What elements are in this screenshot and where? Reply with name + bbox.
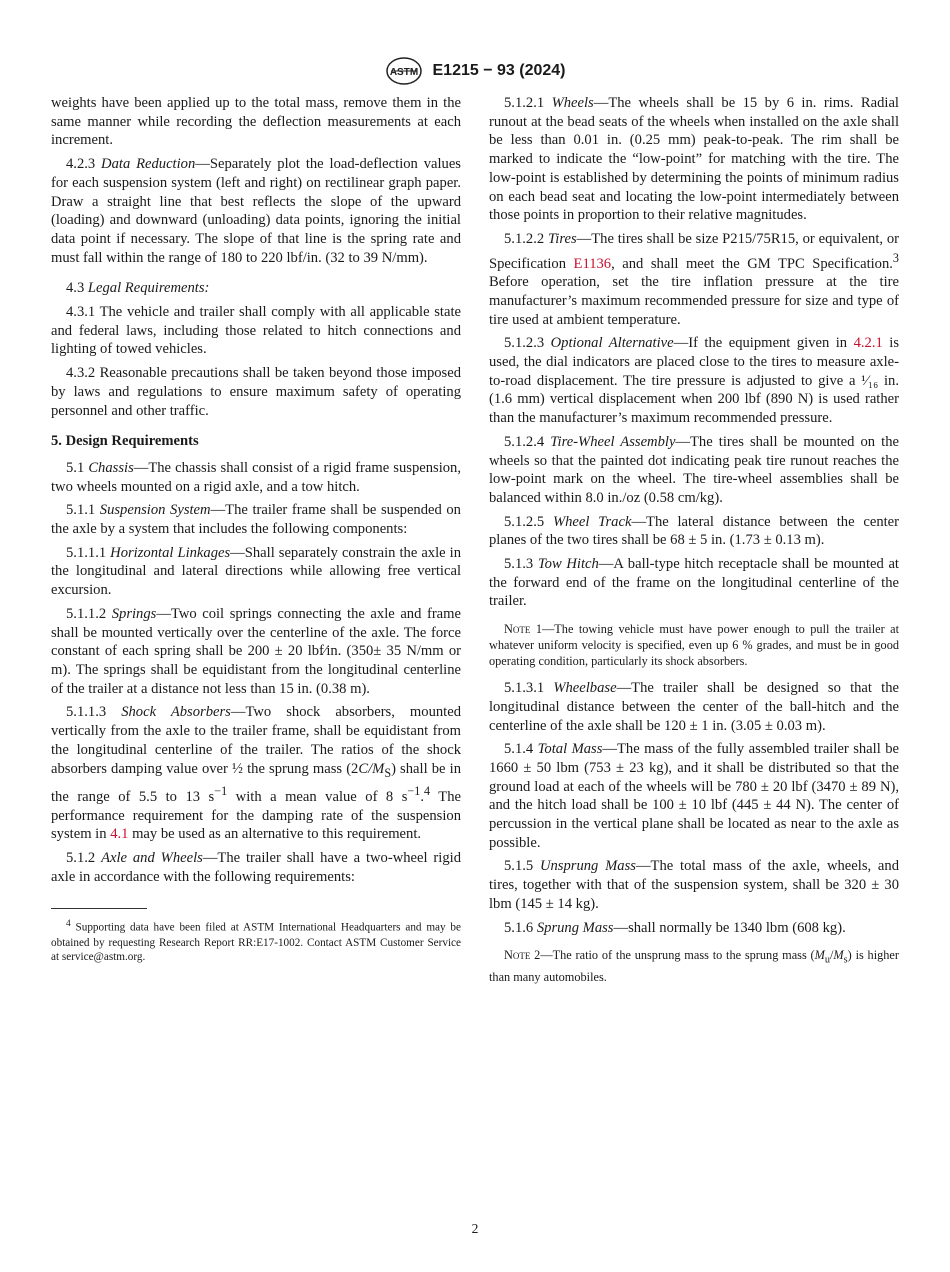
note-2: Note 2—The ratio of the unsprung mass to the sprung mass $(M_u/M_s)$ is higher than many automobiles. bbox=[489, 948, 899, 984]
standard-designation: E1215 − 93 (2024) bbox=[432, 62, 566, 79]
paragraph-5-1-2-1: 5.1.2.1 Wheels—The wheels shall be 15 by 6 in. rims. Radial runout at the bead seats of the wheels when installed on the axle shall be less than 0.01 in. (0.25 mm) peak-to-peak. The rim shall be marked to indicate the “low-point” for matching with the tire. The low-point is established by determining the points of minimum radius on each bead seat and locating the low-point intermediately between those points in proportion to their relative magnitudes. bbox=[489, 95, 899, 224]
page-number: 2 bbox=[471, 1221, 479, 1236]
paragraph-5-1-6: 5.1.6 Sprung Mass—shall normally be 1340 lbm (608 kg). bbox=[504, 919, 846, 936]
footnote-4: $^4$ Supporting data have been filed at ASTM International Headquarters and may be obtained by requesting Research Report RR:E17-1002. Contact ASTM Customer Service at service@astm.org. bbox=[51, 919, 461, 964]
paragraph-4-3: 4.3 Legal Requirements: bbox=[66, 280, 210, 297]
paragraph-5-1-2-5: 5.1.2.5 Wheel Track—The lateral distance between the center planes of the two tires shall be 68 ± 5 in. (1.73 ± 0.13 m). bbox=[489, 513, 900, 549]
paragraph-5-1-5: 5.1.5 Unsprung Mass—The total mass of the axle, wheels, and tires, together with that of the suspension system, shall be 320 ± 30 lbm (145 ± 14 kg). bbox=[489, 858, 899, 912]
paragraph-5-1-2-2: 5.1.2.2 Tires—The tires shall be size P215/75R15, or equivalent, or Specification E1136, and shall meet the GM TPC Specification.$^3$ Before operation, set the tire inflation pressure at the tire manufacturer’s maximum recommended pressure for size and type of tire used at ambient temperature. bbox=[489, 230, 900, 328]
paragraph-5-1-1-2: 5.1.1.2 Springs—Two coil springs connecting the axle and frame shall be mounted vertically over the centerline of the axle. The force constant of each spring shall be 200 ± 20 lbf⁄in. (350± 35 N/mm or m). The springs shall be equidistant from the longitudinal centerline of the trailer at a distance not less than 15 in. (0.38 m). bbox=[51, 605, 461, 697]
paragraph-4-2-2-cont: weights have been applied up to the total mass, remove them in the same manner while recording the deflection measurements at each increment. bbox=[51, 95, 461, 149]
paragraph-5-1-4: 5.1.4 Total Mass—The mass of the fully assembled trailer shall be 1660 ± 50 lbm (753 ± 23 kg), and it shall be distributed so that the ground load at each of the wheels will be 780 ± 20 lbf (3470 ± 89 N), and the hitch load shall be 100 ± 10 lbf (445 ± 44 N). The center of percussion in the vertical plane shall be located as near to the axle as possible. bbox=[489, 741, 899, 851]
paragraph-5-1-1-1: 5.1.1.1 Horizontal Linkages—Shall separately constrain the axle in the longitudinal and lateral directions while allowing free vertical excursion. bbox=[51, 544, 462, 599]
paragraph-5-1-2: 5.1.2 Axle and Wheels—The trailer shall have a two-wheel rigid axle in accordance with the following requirements: bbox=[51, 850, 461, 885]
link-e1136[interactable]: E1136 bbox=[573, 255, 612, 272]
paragraph-5-1-2-3: 5.1.2.3 Optional Alternative—If the equipment given in 4.2.1 is used, the dial indicators are placed close to the tires to measure axle-to-road displacement. The tire pressure is adjusted to give a ¹⁄₁₆ in. (1.6 mm) vertical displacement when 200 lbf (890 N) is used rather than the manufacturer’s maximum recommended pressure. bbox=[489, 335, 900, 427]
paragraph-4-2-3: 4.2.3 Data Reduction—Separately plot the load-deflection values for each suspension system (left and right) on rectilinear graph paper. Draw a straight line that best reflects the slope of the upward (loading) and downward (unloading) data points, ignoring the initial data point if necessary. The slope of that line is the spring rate and must fall within the range of 180 to 220 lbf/in. (32 to 39 N/mm). bbox=[51, 156, 461, 266]
right-column bbox=[489, 94, 899, 995]
left-column bbox=[51, 94, 461, 970]
footnote-divider bbox=[51, 908, 147, 909]
svg-text:ASTM: ASTM bbox=[389, 67, 418, 78]
paragraph-4-3-2: 4.3.2 Reasonable precautions shall be taken beyond those imposed by laws and regulations to ensure maximum safety of operating personnel and other traffic. bbox=[51, 365, 461, 419]
paragraph-5-1-1-3: 5.1.1.3 Shock Absorbers—Two shock absorbers, mounted vertically from the axle to the trailer frame, shall be equidistant from the longitudinal centerline of the trailer. The ratios of the shock absorbers damping value over ½ the sprung mass $(2C/M_S)$ shall be in the range of 5.5 to 13 $s^{-1}$ with a mean value of 8 $s^{-1}.^4$ The performance requirement for the damping rate of the suspension system in 4.1 may be used as an alternative to this requirement. bbox=[51, 704, 462, 843]
section-5-heading: 5. Design Requirements bbox=[51, 433, 199, 450]
paragraph-5-1: 5.1 Chassis—The chassis shall consist of a rigid frame suspension, two wheels mounted on a rigid axle, and a tow hitch. bbox=[51, 459, 461, 495]
paragraph-5-1-1: 5.1.1 Suspension System—The trailer frame shall be suspended on the axle by a system that includes the following components: bbox=[51, 502, 461, 538]
footnote-ref-4[interactable]: 4 bbox=[424, 784, 431, 799]
paragraph-4-3-1: 4.3.1 The vehicle and trailer shall comply with all applicable state and federal laws, including those related to hitch connections and lighting of towed vehicles. bbox=[51, 304, 461, 358]
note-1: Note 1—The towing vehicle must have power enough to pull the trailer at whatever uniform velocity is specified, even up 6 % grades, and must be in good operating condition, particularly its shock absorbers. bbox=[489, 622, 899, 669]
paragraph-5-1-3-1: 5.1.3.1 Wheelbase—The trailer shall be designed so that the longitudinal distance between the center of the ball-hitch and the centerline of the axle shall be 120 ± 1 in. (3.05 ± 0.03 m). bbox=[489, 680, 899, 734]
link-4-1[interactable]: 4.1 bbox=[110, 826, 129, 843]
footnote-ref-3[interactable]: 3 bbox=[892, 250, 899, 265]
paragraph-5-1-2-4: 5.1.2.4 Tire-Wheel Assembly—The tires shall be mounted on the wheels so that the painted dot indicating peak tire runout reaches the low-point mark on the wheel. The tire-wheel assemblies shall be balanced within 8.0 in./oz (0.58 cm/kg). bbox=[489, 433, 899, 506]
page-header bbox=[0, 56, 950, 86]
link-4-2-1[interactable]: 4.2.1 bbox=[853, 335, 883, 352]
astm-logo-icon bbox=[385, 56, 423, 86]
paragraph-5-1-3: 5.1.3 Tow Hitch—A ball-type hitch receptacle shall be mounted at the forward end of the frame on the longitudinal centerline of the trailer. bbox=[489, 556, 899, 610]
